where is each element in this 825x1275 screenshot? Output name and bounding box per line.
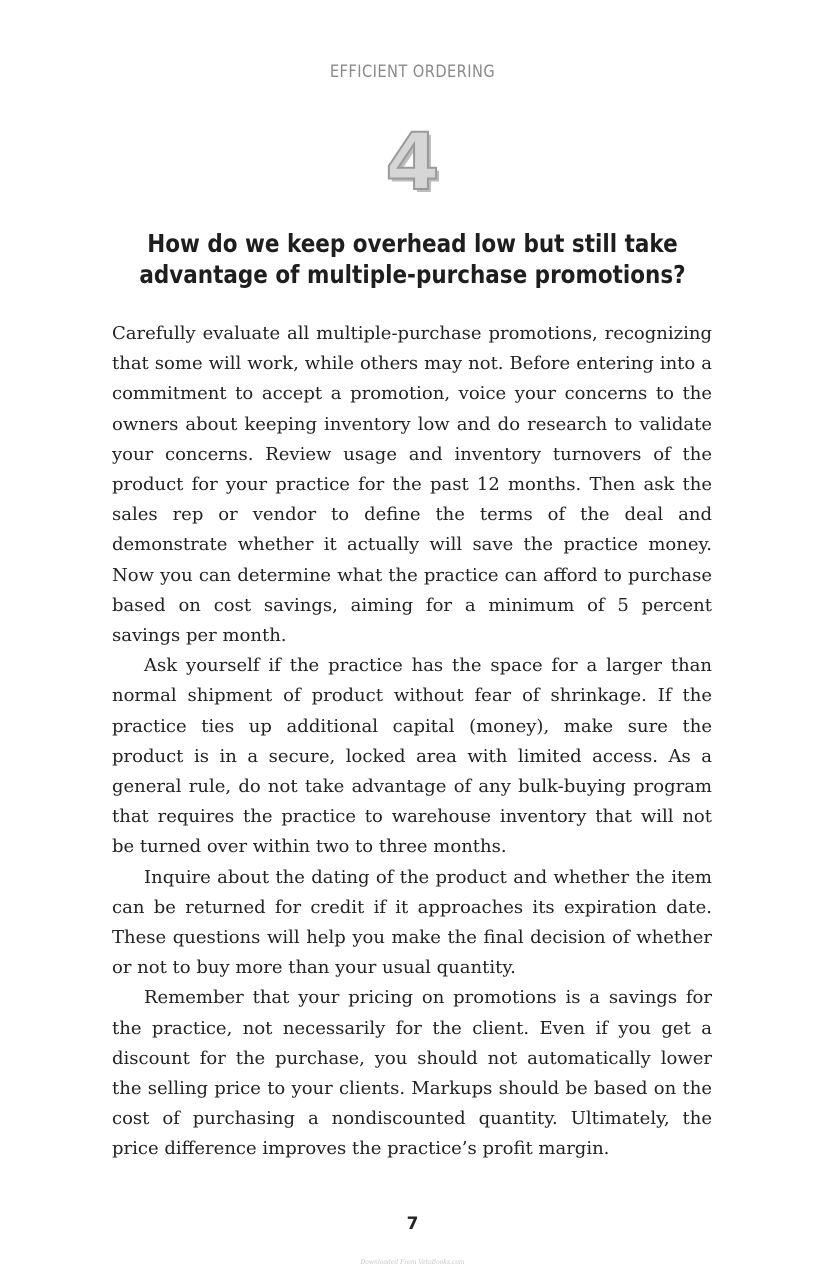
paragraph-2: Ask yourself if the practice has the space for a larger than normal shipment of product without fear of shrinkage. If the practice ties up additional capital (money), make sure the product is in a secure, locked area with limited access. As a general rule, do not take advantage of any bulk-buying program that requires the practice to warehouse inventory that will not be turned over within two to three months. bbox=[112, 655, 712, 858]
watermark: Downloaded From VetoBooks.com bbox=[360, 1259, 465, 1266]
page-number: 7 bbox=[406, 1214, 419, 1234]
running-head: EFFICIENT ORDERING bbox=[329, 62, 496, 82]
body-text bbox=[112, 319, 712, 1165]
question-heading: How do we keep overhead low but still take advantage of multiple-purchase promotions? bbox=[139, 229, 686, 289]
paragraph-4: Remember that your pricing on promotions is a savings for the practice, not necessarily for the client. Even if you get a discount for the purchase, you should not automatically lower the selling price to your clients. Markups should be based on the cost of purchasing a nondiscounted quantity. Ultimately, the price difference improves the practice’s profit margin. bbox=[112, 987, 712, 1160]
paragraph-1: Carefully evaluate all multiple-purchase promotions, recognizing that some will work, while others may not. Before entering into a commitment to accept a promotion, voice your concerns to the owners about keeping inventory low and do research to validate your concerns. Review usage and inventory turnovers of the product for your practice for the past 12 months. Then ask the sales rep or vendor to define the terms of the deal and demonstrate whether it actually will save the practice money. Now you can determine what the practice can afford to purchase based on cost savings, aiming for a minimum of 5 percent savings per month. bbox=[112, 323, 712, 647]
chapter-number: 4 bbox=[385, 118, 440, 208]
paragraph-3: Inquire about the dating of the product and whether the item can be returned for credit if it approaches its expiration date. These questions will help you make the final decision of whether or not to buy more than your usual quantity. bbox=[112, 866, 712, 979]
